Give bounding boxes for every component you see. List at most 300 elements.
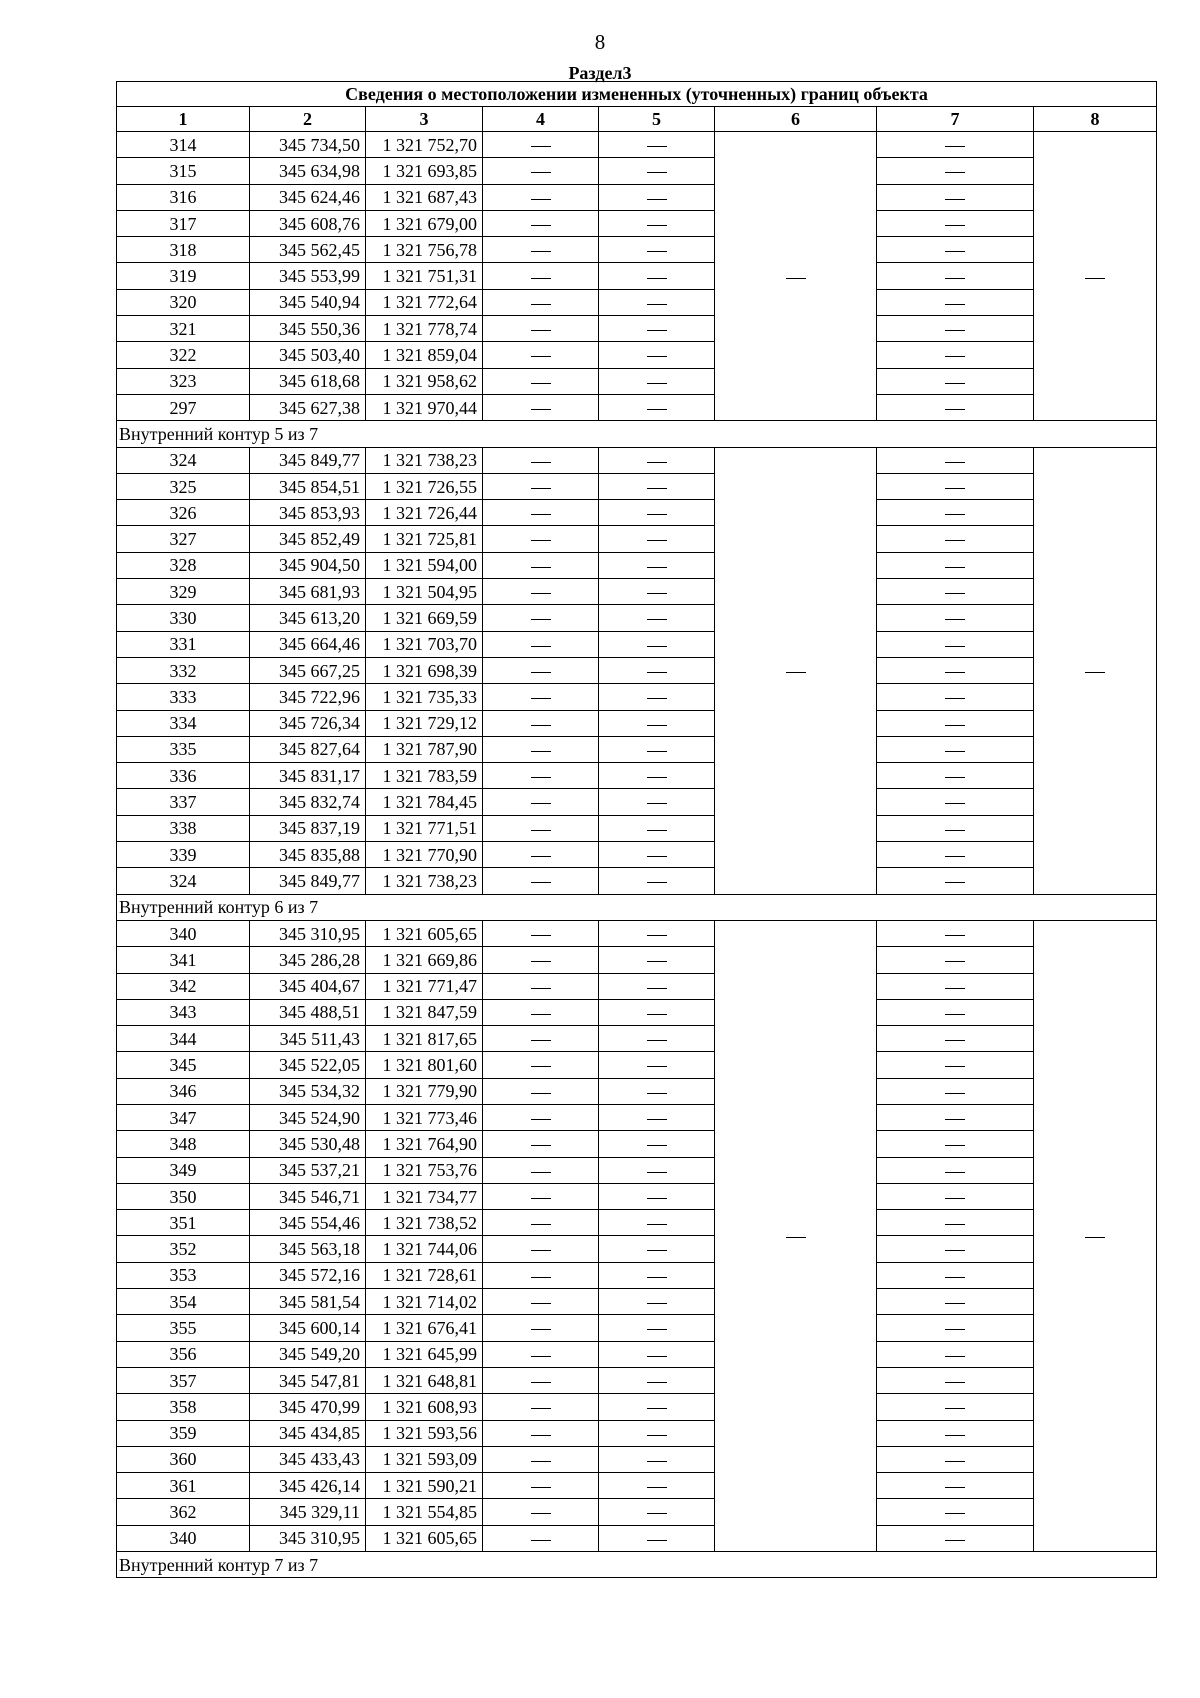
- point-number: 342: [117, 973, 250, 999]
- column-header: 1: [117, 107, 250, 132]
- col4-cell: [483, 920, 599, 946]
- empty-dash: [647, 1250, 667, 1251]
- col7-cell: [877, 947, 1034, 973]
- col4-cell: [483, 815, 599, 841]
- x-coordinate: 345 563,18: [250, 1236, 366, 1262]
- col4-cell: [483, 1078, 599, 1104]
- col7-cell: [877, 815, 1034, 841]
- y-coordinate: 1 321 756,78: [366, 237, 483, 263]
- y-coordinate: 1 321 714,02: [366, 1289, 483, 1315]
- empty-dash: [531, 830, 551, 831]
- x-coordinate: 345 832,74: [250, 789, 366, 815]
- empty-dash: [531, 1408, 551, 1409]
- col4-cell: [483, 1052, 599, 1078]
- table-row: [117, 210, 1157, 236]
- col4-cell: [483, 237, 599, 263]
- y-coordinate: 1 321 726,55: [366, 473, 483, 499]
- y-coordinate: 1 321 504,95: [366, 579, 483, 605]
- y-coordinate: 1 321 772,64: [366, 289, 483, 315]
- x-coordinate: 345 329,11: [250, 1499, 366, 1525]
- table-row: [117, 579, 1157, 605]
- table-row: [117, 552, 1157, 578]
- col5-cell: [599, 500, 715, 526]
- empty-dash: [647, 961, 667, 962]
- table-row: [117, 631, 1157, 657]
- empty-dash: [647, 172, 667, 173]
- col4-cell: [483, 973, 599, 999]
- table-row: [117, 1104, 1157, 1130]
- col4-cell: [483, 763, 599, 789]
- y-coordinate: 1 321 693,85: [366, 158, 483, 184]
- empty-dash: [531, 698, 551, 699]
- point-number: 326: [117, 500, 250, 526]
- y-coordinate: 1 321 679,00: [366, 210, 483, 236]
- empty-dash: [647, 619, 667, 620]
- empty-dash: [945, 1382, 965, 1383]
- col7-cell: [877, 1210, 1034, 1236]
- column-header: 4: [483, 107, 599, 132]
- x-coordinate: 345 546,71: [250, 1183, 366, 1209]
- col5-cell: [599, 394, 715, 420]
- point-number: 334: [117, 710, 250, 736]
- col7-cell: [877, 1525, 1034, 1551]
- col5-cell: [599, 973, 715, 999]
- x-coordinate: 345 627,38: [250, 394, 366, 420]
- point-number: 318: [117, 237, 250, 263]
- col4-cell: [483, 342, 599, 368]
- table-row: [117, 789, 1157, 815]
- empty-dash: [647, 672, 667, 673]
- empty-dash: [531, 1277, 551, 1278]
- x-coordinate: 345 854,51: [250, 473, 366, 499]
- table-row: [117, 999, 1157, 1025]
- col7-cell: [877, 605, 1034, 631]
- x-coordinate: 345 503,40: [250, 342, 366, 368]
- empty-dash: [945, 1119, 965, 1120]
- point-number: 333: [117, 684, 250, 710]
- point-number: 358: [117, 1394, 250, 1420]
- empty-dash: [945, 1513, 965, 1514]
- empty-dash: [945, 172, 965, 173]
- empty-dash: [945, 619, 965, 620]
- table-row: [117, 657, 1157, 683]
- x-coordinate: 345 549,20: [250, 1341, 366, 1367]
- empty-dash: [531, 882, 551, 883]
- table-caption: Сведения о местоположении измененных (уточненных) границ объекта: [117, 82, 1157, 107]
- col7-cell: [877, 1341, 1034, 1367]
- x-coordinate: 345 904,50: [250, 552, 366, 578]
- empty-dash: [945, 1408, 965, 1409]
- y-coordinate: 1 321 859,04: [366, 342, 483, 368]
- empty-dash: [531, 803, 551, 804]
- empty-dash: [945, 383, 965, 384]
- table-row: [117, 1473, 1157, 1499]
- table-row: [117, 158, 1157, 184]
- x-coordinate: 345 540,94: [250, 289, 366, 315]
- point-number: 336: [117, 763, 250, 789]
- empty-dash: [647, 646, 667, 647]
- point-number: 346: [117, 1078, 250, 1104]
- col4-cell: [483, 631, 599, 657]
- x-coordinate: 345 849,77: [250, 868, 366, 894]
- empty-dash: [945, 1329, 965, 1330]
- empty-dash: [531, 856, 551, 857]
- empty-dash: [531, 1066, 551, 1067]
- empty-dash: [531, 751, 551, 752]
- col4-cell: [483, 736, 599, 762]
- x-coordinate: 345 433,43: [250, 1446, 366, 1472]
- col5-cell: [599, 263, 715, 289]
- empty-dash: [945, 251, 965, 252]
- col7-cell: [877, 500, 1034, 526]
- col5-cell: [599, 631, 715, 657]
- x-coordinate: 345 522,05: [250, 1052, 366, 1078]
- col4-cell: [483, 1157, 599, 1183]
- point-number: 341: [117, 947, 250, 973]
- x-coordinate: 345 511,43: [250, 1026, 366, 1052]
- table-row: [117, 132, 1157, 158]
- table-row: [117, 1210, 1157, 1236]
- empty-dash: [945, 1014, 965, 1015]
- col5-cell: [599, 1473, 715, 1499]
- table-row: [117, 289, 1157, 315]
- col7-cell: [877, 368, 1034, 394]
- x-coordinate: 345 831,17: [250, 763, 366, 789]
- table-row: [117, 394, 1157, 420]
- col5-cell: [599, 552, 715, 578]
- y-coordinate: 1 321 771,47: [366, 973, 483, 999]
- col8-merged-cell: [1034, 920, 1157, 1551]
- col7-cell: [877, 342, 1034, 368]
- empty-dash: [945, 1040, 965, 1041]
- col7-cell: [877, 1289, 1034, 1315]
- y-coordinate: 1 321 783,59: [366, 763, 483, 789]
- x-coordinate: 345 664,46: [250, 631, 366, 657]
- empty-dash: [647, 1224, 667, 1225]
- col7-cell: [877, 1499, 1034, 1525]
- empty-dash: [945, 698, 965, 699]
- point-number: 356: [117, 1341, 250, 1367]
- col7-cell: [877, 158, 1034, 184]
- col7-cell: [877, 263, 1034, 289]
- col8-merged-cell: [1034, 132, 1157, 421]
- empty-dash: [647, 988, 667, 989]
- empty-dash: [647, 356, 667, 357]
- x-coordinate: 345 849,77: [250, 447, 366, 473]
- point-number: 324: [117, 868, 250, 894]
- point-number: 322: [117, 342, 250, 368]
- table-row: [117, 1183, 1157, 1209]
- col7-cell: [877, 1315, 1034, 1341]
- table-row: [117, 1236, 1157, 1262]
- col7-cell: [877, 237, 1034, 263]
- empty-dash: [647, 1356, 667, 1357]
- point-number: 328: [117, 552, 250, 578]
- col7-cell: [877, 1367, 1034, 1393]
- col4-cell: [483, 289, 599, 315]
- col7-cell: [877, 132, 1034, 158]
- empty-dash: [647, 1303, 667, 1304]
- empty-dash: [647, 1461, 667, 1462]
- col7-cell: [877, 1104, 1034, 1130]
- table-row: [117, 1026, 1157, 1052]
- empty-dash: [945, 961, 965, 962]
- col7-cell: [877, 920, 1034, 946]
- table-caption-row: [117, 82, 1157, 107]
- col7-cell: [877, 1394, 1034, 1420]
- empty-dash: [647, 251, 667, 252]
- y-coordinate: 1 321 744,06: [366, 1236, 483, 1262]
- y-coordinate: 1 321 593,09: [366, 1446, 483, 1472]
- col7-cell: [877, 1262, 1034, 1288]
- point-number: 338: [117, 815, 250, 841]
- empty-dash: [531, 1540, 551, 1541]
- empty-dash: [647, 1198, 667, 1199]
- table-row: [117, 237, 1157, 263]
- empty-dash: [647, 1093, 667, 1094]
- empty-dash: [945, 225, 965, 226]
- empty-dash: [647, 488, 667, 489]
- col5-cell: [599, 1394, 715, 1420]
- col5-cell: [599, 132, 715, 158]
- y-coordinate: 1 321 726,44: [366, 500, 483, 526]
- col5-cell: [599, 237, 715, 263]
- empty-dash: [531, 514, 551, 515]
- table-row: [117, 500, 1157, 526]
- col5-cell: [599, 1446, 715, 1472]
- empty-dash: [647, 330, 667, 331]
- y-coordinate: 1 321 778,74: [366, 316, 483, 342]
- empty-dash: [945, 462, 965, 463]
- col4-cell: [483, 1473, 599, 1499]
- col5-cell: [599, 1210, 715, 1236]
- table-row: [117, 1078, 1157, 1104]
- table-row: [117, 447, 1157, 473]
- col5-cell: [599, 1315, 715, 1341]
- col5-cell: [599, 1078, 715, 1104]
- y-coordinate: 1 321 593,56: [366, 1420, 483, 1446]
- point-number: 361: [117, 1473, 250, 1499]
- table-row: [117, 184, 1157, 210]
- col6-merged-cell: [715, 920, 877, 1551]
- x-coordinate: 345 434,85: [250, 1420, 366, 1446]
- table-row: [117, 1262, 1157, 1288]
- col5-cell: [599, 368, 715, 394]
- x-coordinate: 345 608,76: [250, 210, 366, 236]
- col7-cell: [877, 526, 1034, 552]
- y-coordinate: 1 321 787,90: [366, 736, 483, 762]
- y-coordinate: 1 321 738,23: [366, 447, 483, 473]
- col4-cell: [483, 710, 599, 736]
- col4-cell: [483, 684, 599, 710]
- point-number: 332: [117, 657, 250, 683]
- col6-merged-cell: [715, 447, 877, 894]
- empty-dash: [531, 1303, 551, 1304]
- table-row: [117, 1052, 1157, 1078]
- empty-dash: [786, 1237, 806, 1238]
- empty-dash: [647, 1408, 667, 1409]
- empty-dash: [647, 698, 667, 699]
- y-coordinate: 1 321 738,23: [366, 868, 483, 894]
- col5-cell: [599, 815, 715, 841]
- y-coordinate: 1 321 738,52: [366, 1210, 483, 1236]
- col4-cell: [483, 1183, 599, 1209]
- empty-dash: [945, 1172, 965, 1173]
- empty-dash: [531, 1435, 551, 1436]
- empty-dash: [647, 304, 667, 305]
- x-coordinate: 345 827,64: [250, 736, 366, 762]
- x-coordinate: 345 634,98: [250, 158, 366, 184]
- col4-cell: [483, 1420, 599, 1446]
- col5-cell: [599, 605, 715, 631]
- empty-dash: [945, 1198, 965, 1199]
- empty-dash: [1085, 1237, 1105, 1238]
- empty-dash: [647, 777, 667, 778]
- empty-dash: [647, 751, 667, 752]
- y-coordinate: 1 321 605,65: [366, 920, 483, 946]
- col7-cell: [877, 552, 1034, 578]
- empty-dash: [786, 278, 806, 279]
- point-number: 351: [117, 1210, 250, 1236]
- col4-cell: [483, 394, 599, 420]
- column-header: 6: [715, 107, 877, 132]
- point-number: 344: [117, 1026, 250, 1052]
- table-row: [117, 842, 1157, 868]
- table-row: [117, 710, 1157, 736]
- empty-dash: [945, 725, 965, 726]
- empty-dash: [647, 1487, 667, 1488]
- point-number: 297: [117, 394, 250, 420]
- col4-cell: [483, 1499, 599, 1525]
- col4-cell: [483, 158, 599, 184]
- y-coordinate: 1 321 801,60: [366, 1052, 483, 1078]
- y-coordinate: 1 321 734,77: [366, 1183, 483, 1209]
- y-coordinate: 1 321 669,59: [366, 605, 483, 631]
- point-number: 317: [117, 210, 250, 236]
- col5-cell: [599, 158, 715, 184]
- col5-cell: [599, 316, 715, 342]
- empty-dash: [945, 514, 965, 515]
- empty-dash: [945, 1224, 965, 1225]
- point-number: 339: [117, 842, 250, 868]
- empty-dash: [647, 199, 667, 200]
- y-coordinate: 1 321 554,85: [366, 1499, 483, 1525]
- empty-dash: [531, 540, 551, 541]
- empty-dash: [945, 1461, 965, 1462]
- contour-label: Внутренний контур 6 из 7: [117, 894, 1157, 920]
- empty-dash: [647, 1066, 667, 1067]
- point-number: 320: [117, 289, 250, 315]
- col4-cell: [483, 132, 599, 158]
- col5-cell: [599, 684, 715, 710]
- empty-dash: [531, 1093, 551, 1094]
- contour-header-row: [117, 1552, 1157, 1578]
- table-row: [117, 684, 1157, 710]
- col5-cell: [599, 473, 715, 499]
- empty-dash: [531, 304, 551, 305]
- empty-dash: [945, 1435, 965, 1436]
- point-number: 355: [117, 1315, 250, 1341]
- col5-cell: [599, 289, 715, 315]
- col5-cell: [599, 920, 715, 946]
- point-number: 340: [117, 1525, 250, 1551]
- y-coordinate: 1 321 594,00: [366, 552, 483, 578]
- col5-cell: [599, 1525, 715, 1551]
- x-coordinate: 345 667,25: [250, 657, 366, 683]
- col7-cell: [877, 1131, 1034, 1157]
- col7-cell: [877, 394, 1034, 420]
- contour-header-row: [117, 421, 1157, 447]
- empty-dash: [647, 409, 667, 410]
- empty-dash: [531, 383, 551, 384]
- x-coordinate: 345 524,90: [250, 1104, 366, 1130]
- col4-cell: [483, 184, 599, 210]
- col7-cell: [877, 1078, 1034, 1104]
- empty-dash: [647, 1540, 667, 1541]
- empty-dash: [531, 725, 551, 726]
- y-coordinate: 1 321 752,70: [366, 132, 483, 158]
- empty-dash: [531, 777, 551, 778]
- col5-cell: [599, 1131, 715, 1157]
- col7-cell: [877, 184, 1034, 210]
- col7-cell: [877, 710, 1034, 736]
- empty-dash: [1085, 672, 1105, 673]
- column-header: 2: [250, 107, 366, 132]
- y-coordinate: 1 321 735,33: [366, 684, 483, 710]
- x-coordinate: 345 550,36: [250, 316, 366, 342]
- empty-dash: [531, 251, 551, 252]
- point-number: 314: [117, 132, 250, 158]
- empty-dash: [531, 1250, 551, 1251]
- col4-cell: [483, 447, 599, 473]
- empty-dash: [531, 1172, 551, 1173]
- empty-dash: [531, 1119, 551, 1120]
- empty-dash: [531, 1040, 551, 1041]
- col5-cell: [599, 1052, 715, 1078]
- x-coordinate: 345 618,68: [250, 368, 366, 394]
- x-coordinate: 345 681,93: [250, 579, 366, 605]
- x-coordinate: 345 624,46: [250, 184, 366, 210]
- y-coordinate: 1 321 779,90: [366, 1078, 483, 1104]
- empty-dash: [531, 1461, 551, 1462]
- empty-dash: [945, 935, 965, 936]
- col7-cell: [877, 316, 1034, 342]
- point-number: 321: [117, 316, 250, 342]
- y-coordinate: 1 321 687,43: [366, 184, 483, 210]
- empty-dash: [647, 935, 667, 936]
- col7-cell: [877, 1473, 1034, 1499]
- empty-dash: [647, 383, 667, 384]
- table-row: [117, 815, 1157, 841]
- empty-dash: [647, 514, 667, 515]
- col4-cell: [483, 473, 599, 499]
- point-number: 316: [117, 184, 250, 210]
- x-coordinate: 345 488,51: [250, 999, 366, 1025]
- table-row: [117, 947, 1157, 973]
- col4-cell: [483, 500, 599, 526]
- empty-dash: [647, 540, 667, 541]
- col4-cell: [483, 605, 599, 631]
- empty-dash: [786, 672, 806, 673]
- point-number: 354: [117, 1289, 250, 1315]
- x-coordinate: 345 835,88: [250, 842, 366, 868]
- col5-cell: [599, 657, 715, 683]
- empty-dash: [945, 1250, 965, 1251]
- y-coordinate: 1 321 590,21: [366, 1473, 483, 1499]
- col4-cell: [483, 1210, 599, 1236]
- empty-dash: [647, 856, 667, 857]
- empty-dash: [531, 1329, 551, 1330]
